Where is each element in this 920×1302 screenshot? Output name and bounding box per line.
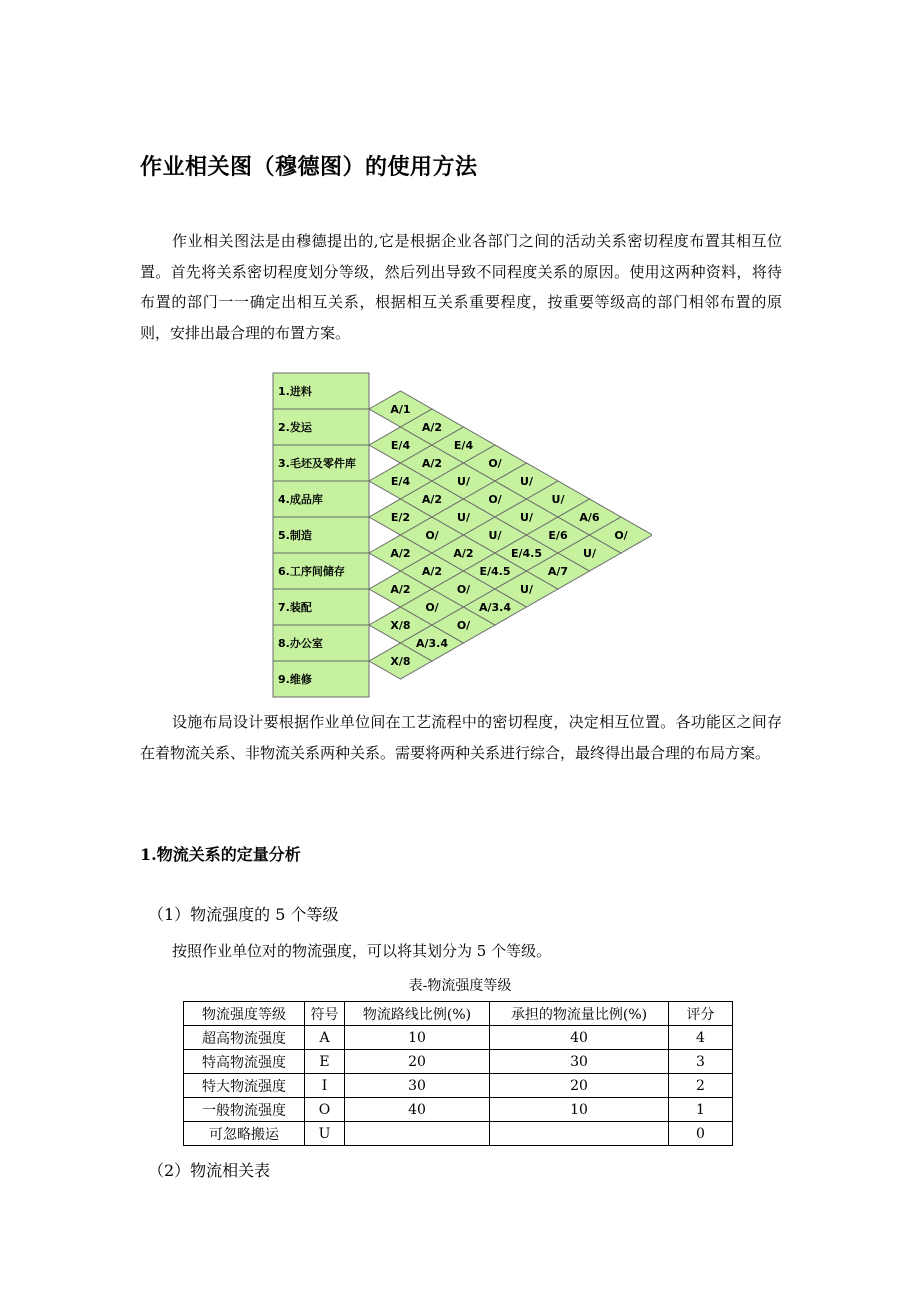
table-cell: 10 (490, 1098, 669, 1122)
relation-label: A/2 (421, 493, 443, 506)
department-label: 1.进料 (278, 385, 312, 398)
table-cell: 特高物流强度 (184, 1050, 305, 1074)
header-cell: 评分 (669, 1002, 733, 1026)
relation-label: U/ (583, 547, 596, 560)
department-label: 8.办公室 (278, 637, 323, 650)
relation-label: A/3.4 (478, 601, 512, 614)
table-cell: 40 (345, 1098, 490, 1122)
table-cell: 30 (490, 1050, 669, 1074)
table-cell: I (305, 1074, 345, 1098)
table-cell: 1 (669, 1098, 733, 1122)
section-heading: 1.物流关系的定量分析 (140, 845, 301, 864)
relation-label: E/4 (453, 439, 474, 452)
relation-label: U/ (457, 475, 470, 488)
relation-label: E/2 (390, 511, 411, 524)
header-cell: 物流路线比例(%) (345, 1002, 490, 1026)
table-header-row (184, 1002, 733, 1026)
relation-label: U/ (520, 511, 533, 524)
layout-paragraph: 设施布局设计要根据作业单位间在工艺流程中的密切程度，决定相互位置。各功能区之间存在着物流关系、非物流关系两种关系。需要将两种关系进行综合，最终得出最合理的布局方案。 (140, 713, 782, 762)
table-row (184, 1050, 733, 1074)
activity-relationship-chart (272, 372, 652, 698)
table-cell: 40 (490, 1026, 669, 1050)
department-label: 6.工序间储存 (278, 565, 345, 578)
relation-label: A/2 (421, 457, 443, 470)
relation-label: A/2 (390, 583, 411, 596)
table-cell (490, 1122, 669, 1146)
table-cell: 0 (669, 1122, 733, 1146)
header-cell: 承担的物流量比例(%) (490, 1002, 669, 1026)
relation-label: A/2 (421, 421, 443, 434)
relation-label: A/2 (453, 547, 474, 560)
relation-label: E/4 (390, 439, 411, 452)
relation-label: E/4.5 (479, 565, 511, 578)
intro-paragraph: 作业相关图法是由穆德提出的,它是根据企业各部门之间的活动关系密切程度布置其相互位置。首先将关系密切程度划分等级，然后列出导致不同程度关系的原因。使用这两种资料，将待布置的部门一一确定出相互关系，根据相互关系重要程度，按重要等级高的部门相邻布置的原则，安排出最合理的布置方案。 (140, 232, 782, 342)
relation-label: A/2 (421, 565, 443, 578)
relation-label: O/ (456, 619, 471, 632)
table-row (184, 1026, 733, 1050)
relation-label: U/ (457, 511, 470, 524)
table-cell: 2 (669, 1074, 733, 1098)
department-label: 3.毛坯及零件库 (278, 457, 356, 470)
table-cell: 3 (669, 1050, 733, 1074)
table-cell: A (305, 1026, 345, 1050)
relation-label: O/ (456, 583, 471, 596)
table-cell: E (305, 1050, 345, 1074)
relation-label: X/8 (390, 655, 411, 668)
table-row (184, 1122, 733, 1146)
relation-label: A/6 (579, 511, 600, 524)
relation-label: A/3.4 (415, 637, 449, 650)
logistics-intensity-table (183, 1001, 733, 1146)
table-cell: U (305, 1122, 345, 1146)
relation-label: A/7 (547, 565, 569, 578)
table-row (184, 1074, 733, 1098)
relation-label: U/ (520, 583, 533, 596)
table-caption: 表-物流强度等级 (408, 978, 512, 994)
table-cell: 特大物流强度 (184, 1074, 305, 1098)
table-row (184, 1098, 733, 1122)
relation-label: E/6 (548, 529, 568, 542)
table-cell: 20 (490, 1074, 669, 1098)
department-label: 5.制造 (278, 529, 312, 542)
relation-label: E/4 (390, 475, 411, 488)
table-cell: 一般物流强度 (184, 1098, 305, 1122)
relation-label: O/ (425, 601, 439, 614)
relation-label: U/ (551, 493, 565, 506)
relation-label: U/ (520, 475, 533, 488)
table-cell: 10 (345, 1026, 490, 1050)
header-cell: 物流强度等级 (184, 1002, 305, 1026)
relation-label: A/1 (390, 403, 411, 416)
relation-label: U/ (488, 529, 502, 542)
subsection-heading-1: （1）物流强度的 5 个等级 (148, 905, 339, 924)
table-cell: 30 (345, 1074, 490, 1098)
subsection-text: 按照作业单位对的物流强度，可以将其划分为 5 个等级。 (172, 942, 552, 960)
table-cell (345, 1122, 490, 1146)
table-cell: 超高物流强度 (184, 1026, 305, 1050)
department-label: 4.成品库 (278, 493, 323, 506)
table-cell: 4 (669, 1026, 733, 1050)
relation-label: X/8 (390, 619, 411, 632)
subsection-heading-2: （2）物流相关表 (148, 1161, 271, 1180)
relation-label: O/ (488, 493, 502, 506)
department-label: 9.维修 (278, 673, 312, 686)
relation-label: A/2 (390, 547, 411, 560)
relation-label: E/4.5 (510, 547, 543, 560)
relation-label: O/ (488, 457, 502, 470)
header-cell: 符号 (305, 1002, 345, 1026)
table-cell: 20 (345, 1050, 490, 1074)
relation-label: O/ (425, 529, 439, 542)
table-cell: O (305, 1098, 345, 1122)
department-label: 2.发运 (278, 421, 312, 434)
page-title: 作业相关图（穆德图）的使用方法 (140, 154, 478, 180)
department-label: 7.装配 (278, 601, 312, 614)
table-cell: 可忽略搬运 (184, 1122, 305, 1146)
relation-label: O/ (614, 529, 628, 542)
